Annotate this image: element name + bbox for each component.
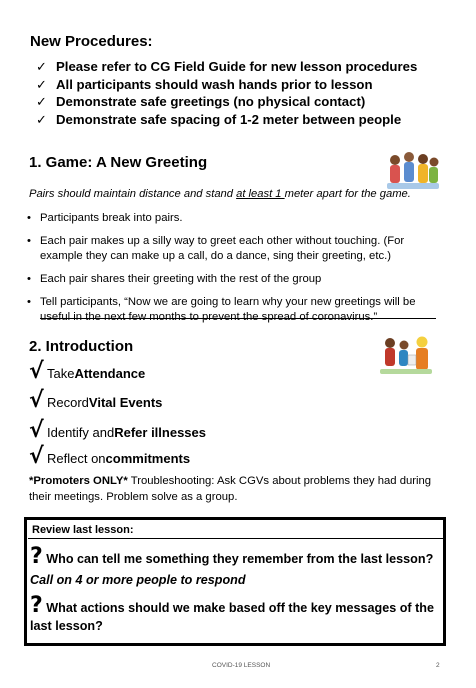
question-mark-icon: ? — [30, 593, 43, 618]
intro-item-vital-events: √ Record Vital Events — [29, 388, 163, 413]
procedure-item — [36, 111, 466, 129]
tick-icon: √ — [29, 359, 44, 384]
introduction-section-title: 2. Introduction — [29, 338, 134, 355]
list-item: • Tell participants, “Now we are going to learn why your new greetings will be useful in the next few months to prevent the spread of coronavirus.” — [27, 295, 447, 325]
intro-item-attendance: √ Take Attendance — [29, 359, 146, 384]
list-item: • Each pair shares their greeting with the rest of the group — [27, 272, 447, 287]
group-greeting-illustration — [385, 148, 441, 192]
meeting-illustration — [378, 333, 434, 377]
review-divider — [28, 538, 446, 539]
promoters-note: *Promoters ONLY* Troubleshooting: Ask CGVs about problems they had during their meetings. Problem solve as a group. — [29, 475, 432, 503]
list-item: • Each pair makes up a silly way to greet each other without touching. (For example they can make up a call, do a dance, sing their greeting, etc.) — [27, 234, 447, 264]
intro-item-refer-illnesses: √ Identify and Refer illnesses — [29, 418, 206, 443]
review-header: Review last lesson: — [32, 524, 134, 536]
page-number: 2 — [436, 662, 440, 669]
check-icon: ✓ — [36, 111, 47, 127]
procedure-text: Please refer to CG Field Guide for new lesson procedures — [56, 59, 418, 74]
tick-icon: √ — [29, 388, 44, 413]
footer-label: COVID-19 LESSON — [212, 662, 271, 669]
procedure-item — [36, 58, 466, 76]
procedure-text: All participants should wash hands prior to lesson — [56, 76, 373, 92]
procedure-text: Demonstrate safe greetings (no physical contact) — [56, 94, 366, 109]
review-question-2: ? What actions should we make based off the key messages of the last lesson? — [30, 593, 434, 633]
game-steps-list — [27, 211, 447, 333]
review-instruction: Call on 4 or more people to respond — [30, 573, 246, 587]
game-instructions: Pairs should maintain distance and stand at least 1 meter apart for the game. — [29, 188, 411, 200]
tick-icon: √ — [29, 444, 44, 469]
underlined-distance: at least 1 — [236, 188, 285, 200]
check-icon: ✓ — [36, 76, 47, 92]
new-procedures-title: New Procedures: — [30, 33, 153, 50]
procedure-item — [36, 93, 466, 111]
check-icon: ✓ — [36, 59, 47, 74]
check-icon: ✓ — [36, 94, 47, 109]
intro-item-commitments: √ Reflect on commitments — [29, 444, 191, 469]
procedure-text: Demonstrate safe spacing of 1-2 meter between people — [56, 111, 402, 127]
list-item: • Participants break into pairs. — [27, 211, 447, 226]
game-section-title: 1. Game: A New Greeting — [29, 154, 208, 171]
tick-icon: √ — [29, 418, 44, 443]
question-mark-icon: ? — [30, 544, 43, 569]
procedure-item — [36, 76, 466, 94]
new-procedures-list — [36, 58, 466, 128]
divider — [40, 318, 436, 319]
review-question-1: ? Who can tell me something they remember from the last lesson? — [30, 544, 434, 569]
